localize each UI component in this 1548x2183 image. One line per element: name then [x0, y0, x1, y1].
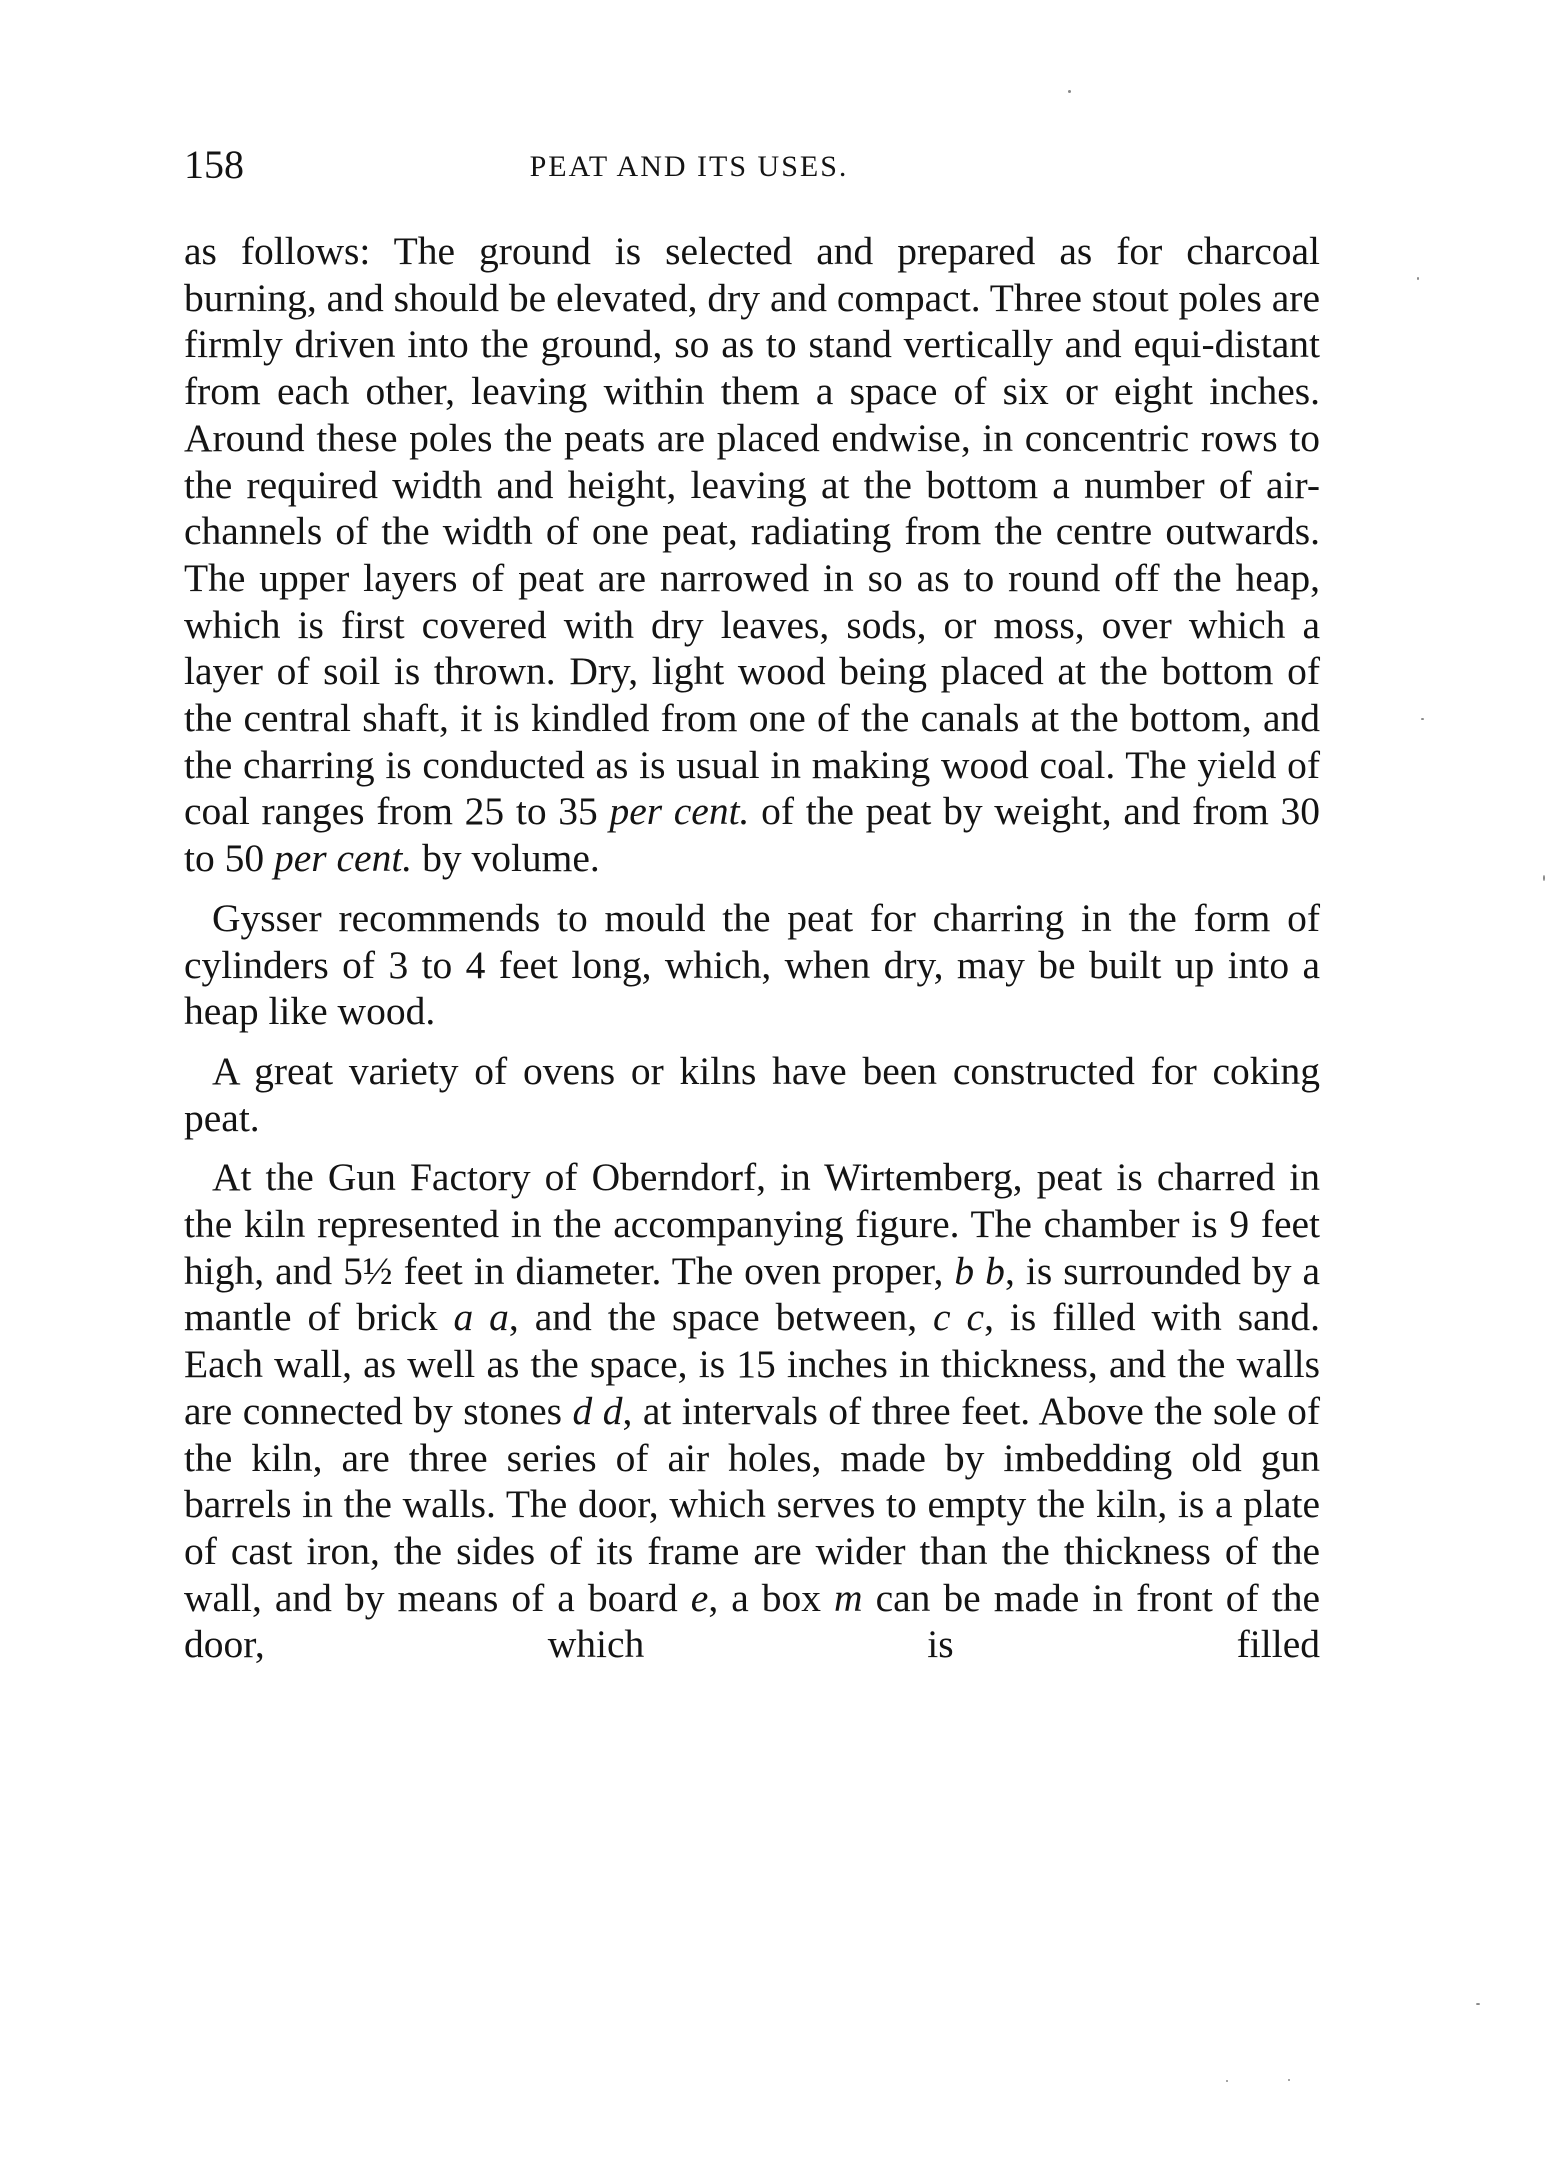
running-title: PEAT AND ITS USES.	[529, 150, 849, 183]
italic-letter-m: m	[834, 1575, 863, 1620]
body-text	[184, 228, 1320, 1681]
scan-speck	[1288, 2079, 1290, 2081]
text-segment: , is filled with sand. Each wall, as well as the space, is 15 inches in thickness, and the walls are connected by stones	[184, 1295, 1320, 1433]
paragraph-charring-heap	[184, 228, 1320, 882]
text-segment: , and the space between,	[508, 1295, 934, 1340]
text-segment: of the peat by weight, and from 30 to 50	[184, 789, 1320, 881]
scan-speck	[1226, 2080, 1228, 2082]
scan-speck	[1421, 718, 1424, 720]
text-segment: At the Gun Factory of Oberndorf, in Wirtemberg, peat is charred in the kiln represented in the accompanying figure. The chamber is 9 feet high, and 5½ feet in diameter. The oven proper,	[184, 1155, 1320, 1293]
scan-speck	[1417, 277, 1419, 280]
page-number: 158	[184, 142, 244, 187]
italic-letter-e: e	[690, 1575, 709, 1620]
scan-speck	[1543, 875, 1545, 881]
paragraph-oberndorf-kiln	[184, 1154, 1320, 1668]
italic-letter-c: c c	[933, 1295, 985, 1340]
scan-speck	[1476, 2003, 1480, 2005]
paragraph-gysser	[184, 895, 1320, 1035]
text-segment: can be made in front of the door, which is filled	[184, 1575, 1320, 1667]
text-segment: , is surrounded by a mantle of brick	[184, 1248, 1321, 1340]
italic-letter-d: d d	[572, 1388, 623, 1433]
italic-per-cent: per cent.	[609, 789, 750, 834]
paragraph-ovens-kilns	[184, 1048, 1320, 1141]
text-segment: as follows: The ground is selected and prepared as for charcoal burning, and should be elevated, dry and compact. Three stout poles are firmly driven into the ground, so as to stand vertically and equi-distant from each other, leaving within them a space of six or eight inches. Around these poles the peats are placed endwise, in concentric rows to the required width and height, leaving at the bottom a number of air-channels of the width of one peat, radiating from the centre outwards. The upper layers of peat are narrowed in so as to round off the heap, which is first covered with dry leaves, sods, or moss, over which a layer of soil is thrown. Dry, light wood being placed at the bottom of the central shaft, it is kindled from one of the canals at the bottom, and the charring is conducted as is usual in making wood coal. The yield of coal ranges from 25 to 35	[184, 229, 1320, 834]
running-head	[184, 140, 1320, 190]
text-segment: A great variety of ovens or kilns have been constructed for coking peat.	[184, 1048, 1320, 1140]
scan-speck	[1068, 90, 1071, 93]
italic-per-cent: per cent.	[273, 836, 413, 881]
text-segment: Gysser recommends to mould the peat for charring in the form of cylinders of 3 to 4 feet long, which, when dry, may be built up into a heap like wood.	[184, 895, 1320, 1034]
italic-letter-a: a a	[453, 1295, 509, 1340]
text-segment: by volume.	[412, 836, 600, 881]
italic-letter-b: b b	[954, 1248, 1005, 1293]
text-segment: , a box	[708, 1575, 835, 1620]
text-segment: , at intervals of three feet. Above the sole of the kiln, are three series of air holes, made by imbedding old gun barrels in the walls. The door, which serves to empty the kiln, is a plate of cast iron, the sides of its frame are wider than the thickness of the wall, and by means of a board	[184, 1388, 1320, 1620]
